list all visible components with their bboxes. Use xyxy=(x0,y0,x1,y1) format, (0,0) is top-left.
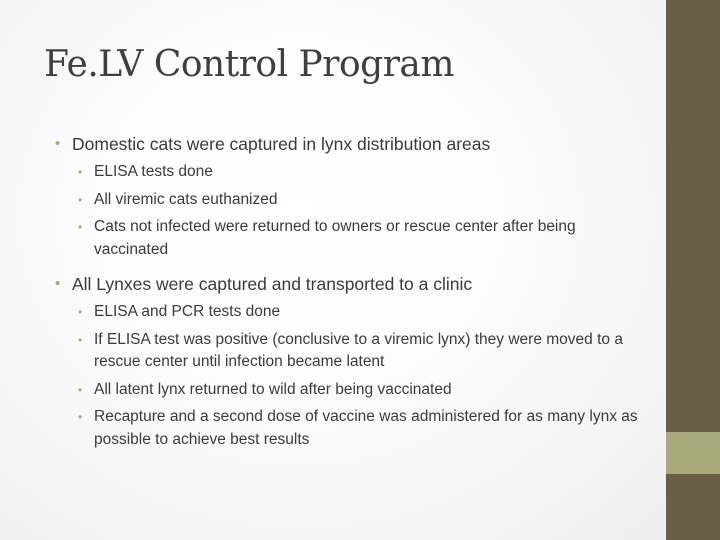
sub-bullet-text: If ELISA test was positive (conclusive to a viremic lynx) they were moved to a rescue center until infection became latent xyxy=(94,330,623,370)
sub-bullet-item xyxy=(78,161,645,184)
bullet-item-domestic-cats xyxy=(55,131,645,261)
bullet-dot-icon: • xyxy=(78,410,83,424)
sub-bullet-list xyxy=(78,161,645,261)
bullet-dot-icon: • xyxy=(78,382,83,397)
bullet-dot-icon: • xyxy=(78,305,83,319)
bullet-list xyxy=(55,131,645,451)
slide-content xyxy=(55,131,645,451)
sub-bullet-text: All viremic cats euthanized xyxy=(94,190,278,208)
sub-bullet-item xyxy=(78,379,645,402)
sub-bullet-text: Recapture and a second dose of vaccine was administered for as many lynx as possible to achieve best results xyxy=(94,408,638,448)
bullet-text: All Lynxes were captured and transported to a clinic xyxy=(72,274,473,294)
bullet-dot-icon: • xyxy=(55,135,61,152)
bullet-dot-icon: • xyxy=(78,332,83,347)
sub-bullet-item xyxy=(78,406,645,451)
sub-bullet-item xyxy=(78,329,645,374)
sub-bullet-text: ELISA tests done xyxy=(94,163,213,180)
sub-bullet-list xyxy=(78,301,645,451)
decorative-sidebar-accent xyxy=(666,432,720,474)
sub-bullet-item xyxy=(78,216,645,261)
bullet-dot-icon: • xyxy=(78,220,83,234)
bullet-dot-icon: • xyxy=(55,275,61,292)
bullet-dot-icon: • xyxy=(78,165,83,179)
sub-bullet-text: All latent lynx returned to wild after being vaccinated xyxy=(94,380,452,398)
sub-bullet-text: ELISA and PCR tests done xyxy=(94,303,281,320)
bullet-item-lynxes xyxy=(55,271,645,451)
sub-bullet-item xyxy=(78,189,645,212)
sub-bullet-text: Cats not infected were returned to owners or rescue center after being vaccinated xyxy=(94,218,576,258)
bullet-text: Domestic cats were captured in lynx distribution areas xyxy=(72,134,491,154)
bullet-dot-icon: • xyxy=(78,192,83,207)
sub-bullet-item xyxy=(78,301,645,324)
slide-title: Fe.LV Control Program xyxy=(44,44,455,85)
